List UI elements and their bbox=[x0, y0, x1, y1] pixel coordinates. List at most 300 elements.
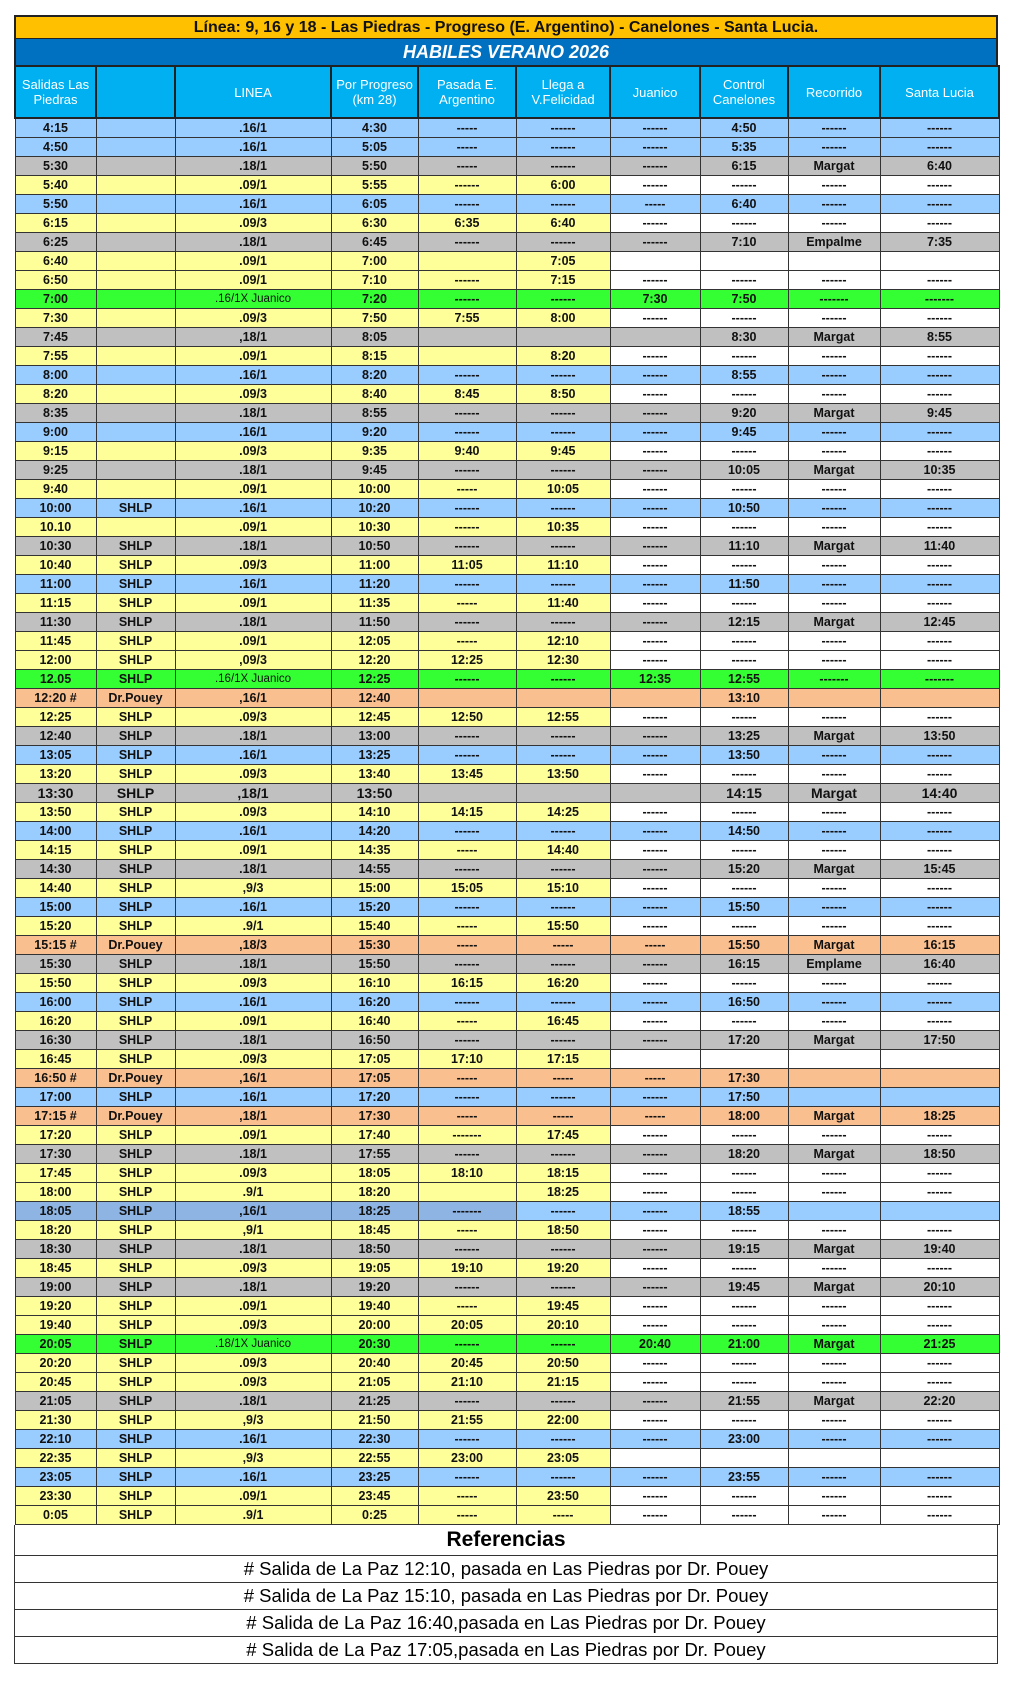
cell-progreso: 9:45 bbox=[331, 461, 418, 480]
cell-linea: .09/1 bbox=[175, 271, 331, 290]
cell-pasada: ----- bbox=[418, 1012, 516, 1031]
cell-salida: 17:00 bbox=[15, 1088, 96, 1107]
cell-juanico: 12:35 bbox=[610, 670, 700, 689]
cell-linea: .16/1 bbox=[175, 366, 331, 385]
cell-canelones: 23:55 bbox=[700, 1468, 788, 1487]
cell-origin bbox=[96, 480, 175, 499]
cell-llega: 19:20 bbox=[516, 1259, 610, 1278]
cell-pasada: 7:55 bbox=[418, 309, 516, 328]
cell-linea: .18/1 bbox=[175, 613, 331, 632]
cell-juanico: ------ bbox=[610, 1126, 700, 1145]
cell-santa-lucia: 11:40 bbox=[880, 537, 999, 556]
cell-recorrido: ------ bbox=[788, 1126, 880, 1145]
cell-salida: 6:25 bbox=[15, 233, 96, 252]
cell-progreso: 15:30 bbox=[331, 936, 418, 955]
cell-juanico: ------ bbox=[610, 1392, 700, 1411]
cell-recorrido: ------ bbox=[788, 974, 880, 993]
cell-recorrido bbox=[788, 1202, 880, 1221]
cell-canelones: 19:15 bbox=[700, 1240, 788, 1259]
cell-pasada: ------ bbox=[418, 423, 516, 442]
cell-progreso: 20:30 bbox=[331, 1335, 418, 1354]
cell-pasada: ------ bbox=[418, 1240, 516, 1259]
cell-recorrido: Margat bbox=[788, 404, 880, 423]
table-row bbox=[15, 689, 999, 708]
cell-salida: 16:30 bbox=[15, 1031, 96, 1050]
cell-canelones: 23:00 bbox=[700, 1430, 788, 1449]
cell-progreso: 14:10 bbox=[331, 803, 418, 822]
cell-salida: 4:50 bbox=[15, 138, 96, 157]
cell-santa-lucia: ------ bbox=[880, 480, 999, 499]
cell-llega: ------ bbox=[516, 404, 610, 423]
cell-salida: 9:25 bbox=[15, 461, 96, 480]
cell-canelones: 7:50 bbox=[700, 290, 788, 309]
table-row bbox=[15, 841, 999, 860]
cell-salida: 5:30 bbox=[15, 157, 96, 176]
cell-canelones: 9:45 bbox=[700, 423, 788, 442]
cell-juanico: ------ bbox=[610, 1240, 700, 1259]
cell-origin bbox=[96, 157, 175, 176]
cell-juanico: ------ bbox=[610, 176, 700, 195]
table-row bbox=[15, 1430, 999, 1449]
cell-santa-lucia: ------ bbox=[880, 898, 999, 917]
cell-linea: ,18/1 bbox=[175, 784, 331, 803]
cell-recorrido: ------ bbox=[788, 822, 880, 841]
cell-pasada: ------ bbox=[418, 727, 516, 746]
cell-linea: .18/1 bbox=[175, 537, 331, 556]
cell-progreso: 18:50 bbox=[331, 1240, 418, 1259]
cell-llega: 18:25 bbox=[516, 1183, 610, 1202]
cell-progreso: 10:30 bbox=[331, 518, 418, 537]
cell-recorrido bbox=[788, 1449, 880, 1468]
cell-linea: .09/3 bbox=[175, 765, 331, 784]
cell-juanico: ------ bbox=[610, 271, 700, 290]
cell-recorrido: Margat bbox=[788, 1145, 880, 1164]
cell-linea: .09/3 bbox=[175, 1259, 331, 1278]
col-juanico: Juanico bbox=[610, 66, 700, 118]
cell-llega: 12:30 bbox=[516, 651, 610, 670]
table-row bbox=[15, 632, 999, 651]
col-linea: LINEA bbox=[175, 66, 331, 118]
cell-recorrido: ------ bbox=[788, 309, 880, 328]
cell-progreso: 18:05 bbox=[331, 1164, 418, 1183]
cell-linea: .16/1X Juanico bbox=[175, 670, 331, 689]
cell-linea: .09/3 bbox=[175, 1316, 331, 1335]
cell-linea: .18/1 bbox=[175, 233, 331, 252]
cell-llega: 11:40 bbox=[516, 594, 610, 613]
cell-origin bbox=[96, 195, 175, 214]
cell-santa-lucia: ------ bbox=[880, 651, 999, 670]
cell-santa-lucia: ------ bbox=[880, 556, 999, 575]
cell-linea: ,09/3 bbox=[175, 651, 331, 670]
cell-juanico: ------ bbox=[610, 1164, 700, 1183]
cell-pasada bbox=[418, 784, 516, 803]
cell-recorrido: ------ bbox=[788, 499, 880, 518]
cell-salida: 9:40 bbox=[15, 480, 96, 499]
cell-linea: ,9/3 bbox=[175, 879, 331, 898]
cell-recorrido: Margat bbox=[788, 936, 880, 955]
cell-linea: .18/1X Juanico bbox=[175, 1335, 331, 1354]
cell-origin bbox=[96, 347, 175, 366]
cell-origin: SHLP bbox=[96, 1164, 175, 1183]
cell-llega: 8:00 bbox=[516, 309, 610, 328]
cell-pasada: ------ bbox=[418, 290, 516, 309]
cell-salida: 6:50 bbox=[15, 271, 96, 290]
cell-recorrido: ------ bbox=[788, 1316, 880, 1335]
cell-santa-lucia: ------ bbox=[880, 195, 999, 214]
cell-juanico: ------ bbox=[610, 708, 700, 727]
cell-pasada: ------ bbox=[418, 993, 516, 1012]
cell-progreso: 18:25 bbox=[331, 1202, 418, 1221]
cell-santa-lucia: ------ bbox=[880, 1259, 999, 1278]
cell-salida: 18:45 bbox=[15, 1259, 96, 1278]
cell-salida: 11:30 bbox=[15, 613, 96, 632]
cell-recorrido: ------ bbox=[788, 898, 880, 917]
cell-santa-lucia: ------ bbox=[880, 1221, 999, 1240]
cell-origin: SHLP bbox=[96, 1126, 175, 1145]
schedule-table bbox=[14, 65, 1000, 1525]
cell-progreso: 7:20 bbox=[331, 290, 418, 309]
cell-juanico bbox=[610, 328, 700, 347]
cell-pasada: 21:55 bbox=[418, 1411, 516, 1430]
cell-juanico: ------ bbox=[610, 632, 700, 651]
cell-progreso: 12:20 bbox=[331, 651, 418, 670]
cell-santa-lucia: 7:35 bbox=[880, 233, 999, 252]
cell-santa-lucia: ------ bbox=[880, 1373, 999, 1392]
table-row bbox=[15, 1164, 999, 1183]
cell-origin: SHLP bbox=[96, 727, 175, 746]
cell-progreso: 13:40 bbox=[331, 765, 418, 784]
references-box bbox=[14, 1525, 998, 1664]
cell-origin: SHLP bbox=[96, 632, 175, 651]
cell-canelones: ------ bbox=[700, 1506, 788, 1525]
cell-recorrido: ------ bbox=[788, 632, 880, 651]
cell-canelones: ------ bbox=[700, 1487, 788, 1506]
cell-salida: 7:55 bbox=[15, 347, 96, 366]
cell-canelones: 12:55 bbox=[700, 670, 788, 689]
cell-linea: .09/3 bbox=[175, 556, 331, 575]
cell-progreso: 15:50 bbox=[331, 955, 418, 974]
cell-juanico: ------ bbox=[610, 860, 700, 879]
cell-juanico: ------ bbox=[610, 461, 700, 480]
cell-santa-lucia: ------ bbox=[880, 917, 999, 936]
cell-juanico bbox=[610, 689, 700, 708]
cell-canelones: ------ bbox=[700, 176, 788, 195]
table-row bbox=[15, 727, 999, 746]
cell-origin: SHLP bbox=[96, 860, 175, 879]
cell-origin: SHLP bbox=[96, 898, 175, 917]
cell-salida: 13:05 bbox=[15, 746, 96, 765]
cell-progreso: 10:20 bbox=[331, 499, 418, 518]
cell-canelones: ------ bbox=[700, 803, 788, 822]
cell-salida: 18:00 bbox=[15, 1183, 96, 1202]
cell-llega: ------ bbox=[516, 499, 610, 518]
cell-origin: SHLP bbox=[96, 1050, 175, 1069]
cell-salida: 15:20 bbox=[15, 917, 96, 936]
cell-progreso: 23:25 bbox=[331, 1468, 418, 1487]
cell-progreso: 15:20 bbox=[331, 898, 418, 917]
cell-canelones: 18:20 bbox=[700, 1145, 788, 1164]
cell-linea: .09/3 bbox=[175, 708, 331, 727]
cell-progreso: 11:00 bbox=[331, 556, 418, 575]
cell-linea: .16/1 bbox=[175, 822, 331, 841]
cell-santa-lucia: ------ bbox=[880, 765, 999, 784]
table-row bbox=[15, 708, 999, 727]
cell-santa-lucia: ------ bbox=[880, 499, 999, 518]
cell-salida: 23:05 bbox=[15, 1468, 96, 1487]
cell-pasada: ------ bbox=[418, 176, 516, 195]
table-row bbox=[15, 233, 999, 252]
cell-progreso: 8:55 bbox=[331, 404, 418, 423]
cell-canelones: 14:15 bbox=[700, 784, 788, 803]
cell-llega: ------ bbox=[516, 1278, 610, 1297]
cell-pasada bbox=[418, 252, 516, 271]
cell-pasada: ------ bbox=[418, 537, 516, 556]
cell-recorrido: ------ bbox=[788, 385, 880, 404]
cell-linea: .09/3 bbox=[175, 1050, 331, 1069]
cell-linea: .09/1 bbox=[175, 594, 331, 613]
cell-progreso: 13:50 bbox=[331, 784, 418, 803]
cell-progreso: 11:35 bbox=[331, 594, 418, 613]
cell-origin bbox=[96, 385, 175, 404]
cell-santa-lucia: 21:25 bbox=[880, 1335, 999, 1354]
cell-canelones: ------ bbox=[700, 1164, 788, 1183]
cell-pasada: ----- bbox=[418, 1506, 516, 1525]
cell-llega: ------ bbox=[516, 898, 610, 917]
cell-linea: .09/1 bbox=[175, 518, 331, 537]
cell-canelones: 6:15 bbox=[700, 157, 788, 176]
table-row bbox=[15, 917, 999, 936]
cell-progreso: 14:35 bbox=[331, 841, 418, 860]
cell-pasada: ------ bbox=[418, 1430, 516, 1449]
cell-llega: 18:50 bbox=[516, 1221, 610, 1240]
cell-linea: .18/1 bbox=[175, 1392, 331, 1411]
cell-llega: ------ bbox=[516, 1468, 610, 1487]
cell-progreso: 9:20 bbox=[331, 423, 418, 442]
cell-santa-lucia: ------ bbox=[880, 632, 999, 651]
cell-progreso: 12:45 bbox=[331, 708, 418, 727]
col-recorrido: Recorrido bbox=[788, 66, 880, 118]
cell-recorrido: ------ bbox=[788, 271, 880, 290]
table-row bbox=[15, 480, 999, 499]
cell-origin: SHLP bbox=[96, 974, 175, 993]
cell-juanico: ------ bbox=[610, 879, 700, 898]
cell-canelones: 11:10 bbox=[700, 537, 788, 556]
cell-recorrido: ------ bbox=[788, 480, 880, 499]
cell-linea: .09/3 bbox=[175, 803, 331, 822]
cell-linea: .09/3 bbox=[175, 1354, 331, 1373]
cell-origin: SHLP bbox=[96, 841, 175, 860]
cell-juanico: ------ bbox=[610, 898, 700, 917]
cell-juanico: ------ bbox=[610, 1278, 700, 1297]
cell-canelones bbox=[700, 252, 788, 271]
reference-item: # Salida de La Paz 15:10, pasada en Las Piedras por Dr. Pouey bbox=[15, 1583, 997, 1610]
cell-pasada: ------ bbox=[418, 1088, 516, 1107]
cell-linea: .18/1 bbox=[175, 1240, 331, 1259]
cell-salida: 14:30 bbox=[15, 860, 96, 879]
col-llega: Llega a V.Felicidad bbox=[516, 66, 610, 118]
cell-juanico: ------ bbox=[610, 746, 700, 765]
cell-recorrido: Margat bbox=[788, 1278, 880, 1297]
reference-item: # Salida de La Paz 16:40,pasada en Las Piedras por Dr. Pouey bbox=[15, 1610, 997, 1637]
cell-santa-lucia: ------ bbox=[880, 974, 999, 993]
cell-juanico: ------ bbox=[610, 423, 700, 442]
cell-santa-lucia: 18:50 bbox=[880, 1145, 999, 1164]
cell-progreso: 20:40 bbox=[331, 1354, 418, 1373]
cell-recorrido: ------ bbox=[788, 841, 880, 860]
cell-recorrido: ------ bbox=[788, 1430, 880, 1449]
cell-salida: 8:35 bbox=[15, 404, 96, 423]
cell-canelones: 18:00 bbox=[700, 1107, 788, 1126]
cell-santa-lucia: ------ bbox=[880, 993, 999, 1012]
cell-progreso: 22:30 bbox=[331, 1430, 418, 1449]
cell-pasada: 18:10 bbox=[418, 1164, 516, 1183]
cell-llega: ------ bbox=[516, 993, 610, 1012]
cell-origin: SHLP bbox=[96, 1031, 175, 1050]
cell-pasada: ----- bbox=[418, 1069, 516, 1088]
cell-progreso: 8:40 bbox=[331, 385, 418, 404]
cell-llega: ------ bbox=[516, 746, 610, 765]
cell-progreso: 21:25 bbox=[331, 1392, 418, 1411]
cell-recorrido bbox=[788, 1088, 880, 1107]
cell-origin: SHLP bbox=[96, 1468, 175, 1487]
cell-llega: ------ bbox=[516, 1145, 610, 1164]
route-title: Línea: 9, 16 y 18 - Las Piedras - Progreso (E. Argentino) - Canelones - Santa Lucia. bbox=[14, 15, 998, 39]
table-row bbox=[15, 651, 999, 670]
cell-llega: ------ bbox=[516, 1392, 610, 1411]
cell-santa-lucia: 16:40 bbox=[880, 955, 999, 974]
cell-progreso: 11:50 bbox=[331, 613, 418, 632]
cell-juanico: ------ bbox=[610, 613, 700, 632]
cell-recorrido: Margat bbox=[788, 784, 880, 803]
cell-recorrido: Margat bbox=[788, 461, 880, 480]
cell-progreso: 17:05 bbox=[331, 1050, 418, 1069]
cell-origin bbox=[96, 138, 175, 157]
cell-recorrido: ------ bbox=[788, 176, 880, 195]
cell-recorrido: ------ bbox=[788, 651, 880, 670]
cell-pasada: ----- bbox=[418, 138, 516, 157]
cell-salida: 10:00 bbox=[15, 499, 96, 518]
cell-pasada: 12:25 bbox=[418, 651, 516, 670]
cell-progreso: 21:05 bbox=[331, 1373, 418, 1392]
cell-origin bbox=[96, 290, 175, 309]
cell-progreso: 8:05 bbox=[331, 328, 418, 347]
cell-recorrido: ------ bbox=[788, 118, 880, 138]
cell-pasada: ----- bbox=[418, 480, 516, 499]
cell-juanico: ------ bbox=[610, 518, 700, 537]
cell-pasada: ------ bbox=[418, 271, 516, 290]
cell-pasada: ----- bbox=[418, 917, 516, 936]
cell-juanico bbox=[610, 1050, 700, 1069]
cell-salida: 6:40 bbox=[15, 252, 96, 271]
cell-juanico: ------ bbox=[610, 442, 700, 461]
cell-santa-lucia: 6:40 bbox=[880, 157, 999, 176]
cell-pasada: ------ bbox=[418, 822, 516, 841]
table-row bbox=[15, 271, 999, 290]
cell-salida: 22:10 bbox=[15, 1430, 96, 1449]
cell-progreso: 7:50 bbox=[331, 309, 418, 328]
cell-origin: SHLP bbox=[96, 1335, 175, 1354]
cell-llega: 16:20 bbox=[516, 974, 610, 993]
cell-santa-lucia: 9:45 bbox=[880, 404, 999, 423]
cell-progreso: 4:30 bbox=[331, 118, 418, 138]
cell-llega: 18:15 bbox=[516, 1164, 610, 1183]
cell-pasada: ------ bbox=[418, 1278, 516, 1297]
cell-progreso: 9:35 bbox=[331, 442, 418, 461]
cell-origin: SHLP bbox=[96, 1202, 175, 1221]
cell-linea: .16/1 bbox=[175, 746, 331, 765]
cell-recorrido: Margat bbox=[788, 1392, 880, 1411]
cell-recorrido bbox=[788, 1069, 880, 1088]
cell-pasada: ------ bbox=[418, 461, 516, 480]
cell-llega: 19:45 bbox=[516, 1297, 610, 1316]
cell-origin: SHLP bbox=[96, 917, 175, 936]
table-row bbox=[15, 936, 999, 955]
cell-pasada: ----- bbox=[418, 1221, 516, 1240]
cell-pasada: 11:05 bbox=[418, 556, 516, 575]
table-row bbox=[15, 290, 999, 309]
table-row bbox=[15, 347, 999, 366]
cell-pasada: 6:35 bbox=[418, 214, 516, 233]
cell-pasada: ------ bbox=[418, 613, 516, 632]
cell-llega: 10:35 bbox=[516, 518, 610, 537]
cell-origin: SHLP bbox=[96, 1316, 175, 1335]
cell-canelones: 21:00 bbox=[700, 1335, 788, 1354]
cell-recorrido: Margat bbox=[788, 613, 880, 632]
cell-santa-lucia: 19:40 bbox=[880, 1240, 999, 1259]
cell-progreso: 16:40 bbox=[331, 1012, 418, 1031]
cell-linea: .09/3 bbox=[175, 1373, 331, 1392]
cell-santa-lucia: 22:20 bbox=[880, 1392, 999, 1411]
table-row bbox=[15, 1069, 999, 1088]
cell-llega: 12:55 bbox=[516, 708, 610, 727]
cell-linea: .18/1 bbox=[175, 461, 331, 480]
cell-origin: SHLP bbox=[96, 784, 175, 803]
cell-progreso: 11:20 bbox=[331, 575, 418, 594]
cell-santa-lucia: ------ bbox=[880, 1354, 999, 1373]
cell-salida: 14:00 bbox=[15, 822, 96, 841]
cell-salida: 13:50 bbox=[15, 803, 96, 822]
cell-origin bbox=[96, 442, 175, 461]
cell-canelones: 7:10 bbox=[700, 233, 788, 252]
cell-llega: 9:45 bbox=[516, 442, 610, 461]
cell-juanico: ------ bbox=[610, 1506, 700, 1525]
cell-recorrido: ------ bbox=[788, 1183, 880, 1202]
cell-linea: .09/1 bbox=[175, 1297, 331, 1316]
cell-pasada: 8:45 bbox=[418, 385, 516, 404]
table-row bbox=[15, 1278, 999, 1297]
cell-pasada: 15:05 bbox=[418, 879, 516, 898]
table-row bbox=[15, 556, 999, 575]
cell-origin: SHLP bbox=[96, 993, 175, 1012]
cell-canelones: 17:20 bbox=[700, 1031, 788, 1050]
cell-pasada: ------ bbox=[418, 860, 516, 879]
cell-salida: 18:05 bbox=[15, 1202, 96, 1221]
cell-origin bbox=[96, 518, 175, 537]
cell-santa-lucia: ------- bbox=[880, 290, 999, 309]
cell-salida: 6:15 bbox=[15, 214, 96, 233]
cell-linea: .09/1 bbox=[175, 632, 331, 651]
cell-llega: ------ bbox=[516, 1335, 610, 1354]
cell-origin bbox=[96, 404, 175, 423]
cell-juanico: ------ bbox=[610, 556, 700, 575]
cell-pasada: ------ bbox=[418, 575, 516, 594]
cell-salida: 8:00 bbox=[15, 366, 96, 385]
cell-juanico: ------ bbox=[610, 366, 700, 385]
cell-salida: 16:20 bbox=[15, 1012, 96, 1031]
cell-origin: SHLP bbox=[96, 955, 175, 974]
cell-progreso: 0:25 bbox=[331, 1506, 418, 1525]
cell-progreso: 19:20 bbox=[331, 1278, 418, 1297]
